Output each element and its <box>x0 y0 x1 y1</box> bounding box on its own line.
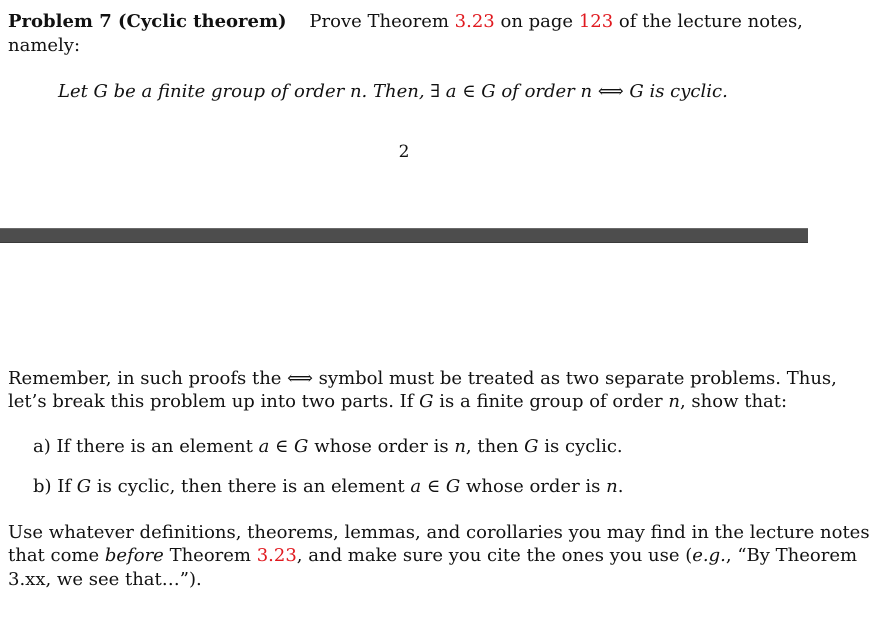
item-text: whose order is <box>314 436 449 457</box>
list-marker-a: a) <box>33 436 51 457</box>
use-text: Theorem <box>169 545 251 566</box>
emphasis-eg: e.g. <box>692 545 726 566</box>
remember-line-1: Remember, in such proofs the ⟺ symbol must be treated as two separate problems. Thus, <box>8 368 837 389</box>
math-G: G <box>419 391 434 412</box>
math-a-in-G: a ∈ G <box>258 436 309 457</box>
theorem-statement: Let G be a finite group of order n. Then, ∃ a ∈ G of order n ⟺ G is cyclic. <box>58 81 728 102</box>
item-text: . <box>617 476 624 497</box>
remember-text: , show that: <box>679 391 788 412</box>
math-n: n <box>454 436 466 457</box>
item-text: is cyclic, then there is an element <box>96 476 405 497</box>
item-text: If <box>57 476 72 497</box>
emphasis-before: before <box>104 545 164 566</box>
remember-text: is a finite group of order <box>439 391 663 412</box>
use-line-3: 3.xx, we see that…”). <box>8 569 202 590</box>
intro-line-2: namely: <box>8 35 81 56</box>
document-page-bottom <box>0 243 870 621</box>
page-number: 2 <box>398 142 410 162</box>
use-line-2 <box>8 545 857 567</box>
remember-line-2 <box>8 391 787 413</box>
math-G: G <box>524 436 539 457</box>
use-text: , “By Theorem <box>725 545 858 566</box>
use-line-1: Use whatever definitions, theorems, lemmas, and corollaries you may find in the lecture notes <box>8 522 870 543</box>
intro-mid: on page <box>500 11 574 32</box>
list-marker-b: b) <box>33 476 52 497</box>
item-text: , then <box>465 436 519 457</box>
item-text: is cyclic. <box>544 436 623 457</box>
remember-text: let’s break this problem up into two parts. If <box>8 391 414 412</box>
item-text: If there is an element <box>56 436 253 457</box>
document-page-top <box>0 0 808 228</box>
math-n: n <box>668 391 680 412</box>
theorem-link[interactable]: 3.23 <box>454 11 495 32</box>
use-text: , and make sure you cite the ones you use ( <box>296 545 693 566</box>
problem-intro-line <box>8 11 803 33</box>
problem-heading: Problem 7 (Cyclic theorem) <box>8 11 287 32</box>
math-G: G <box>76 476 92 497</box>
use-text: that come <box>8 545 100 566</box>
item-text: whose order is <box>466 476 601 497</box>
math-n: n <box>606 476 618 497</box>
math-a-in-G: a ∈ G <box>410 476 461 497</box>
list-item-a <box>33 436 623 458</box>
intro-suffix: of the lecture notes, <box>618 11 803 32</box>
intro-prefix: Prove Theorem <box>309 11 449 32</box>
page-separator <box>0 228 808 243</box>
list-item-b <box>33 476 623 498</box>
theorem-link[interactable]: 3.23 <box>256 545 297 566</box>
page-link[interactable]: 123 <box>578 11 614 32</box>
